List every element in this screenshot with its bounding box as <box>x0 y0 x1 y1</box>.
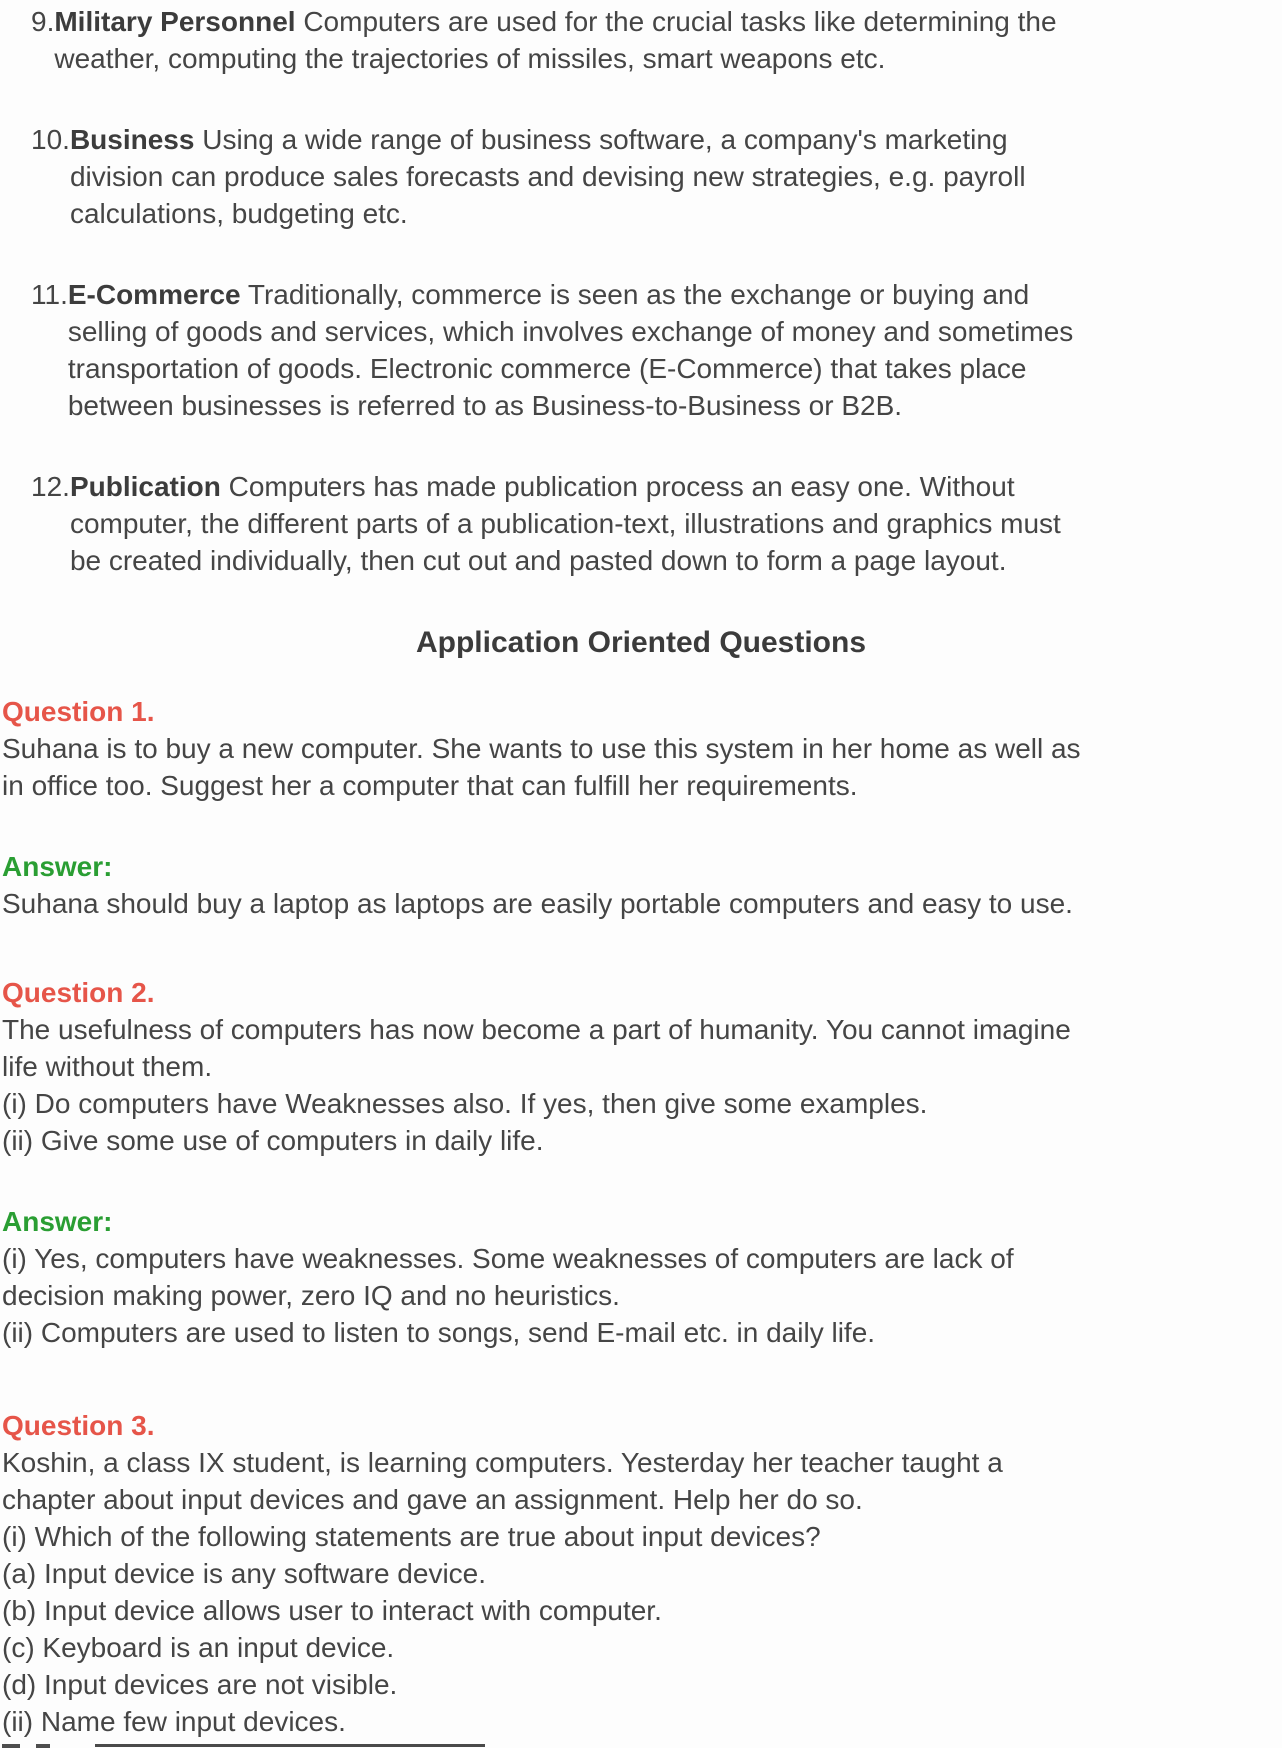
list-item <box>0 276 1282 424</box>
list-item-line <box>68 276 1222 313</box>
list-item-term: Military Personnel <box>54 6 296 37</box>
answer-2-label: Answer: <box>2 1206 113 1237</box>
list-item-text: Computers has made publication process an easy one. Without <box>228 471 1015 502</box>
applications-list <box>0 0 1282 579</box>
list-item <box>0 121 1282 232</box>
list-item-number: 12. <box>31 471 70 502</box>
list-item-line: between businesses is referred to as Business-to-Business or B2B. <box>67 390 903 421</box>
list-item <box>0 468 1282 579</box>
clipped-next-line-fragment <box>95 1744 485 1747</box>
list-item-term: Publication <box>69 471 221 502</box>
list-item-line: selling of goods and services, which involves exchange of money and sometimes <box>67 316 1074 347</box>
question-3-text-line: Koshin, a class IX student, is learning computers. Yesterday her teacher taught a <box>2 1447 1003 1478</box>
list-item-body <box>68 276 1282 424</box>
list-item-body <box>70 121 1282 232</box>
answer-2-text-line: (ii) Computers are used to listen to songs, send E-mail etc. in daily life. <box>2 1317 876 1348</box>
question-3-label: Question 3. <box>2 1410 155 1441</box>
question-2-text-line: life without them. <box>2 1051 213 1082</box>
list-item-number: 11. <box>31 279 68 310</box>
answer-1-label: Answer: <box>2 851 113 882</box>
question-3-text-line: (i) Which of the following statements are true about input devices? <box>2 1521 821 1552</box>
list-item-number: 10. <box>31 124 70 155</box>
answer-2-text-line: (i) Yes, computers have weaknesses. Some weaknesses of computers are lack of <box>2 1243 1014 1274</box>
question-2-text-line: (i) Do computers have Weaknesses also. If yes, then give some examples. <box>2 1088 928 1119</box>
list-item-body <box>70 468 1282 579</box>
question-2-label: Question 2. <box>2 977 155 1008</box>
question-1-text-line: in office too. Suggest her a computer that can fulfill her requirements. <box>2 770 858 801</box>
list-item-line <box>70 121 1222 158</box>
list-item-body <box>54 3 1282 77</box>
question-3-option-line: (a) Input device is any software device. <box>2 1558 487 1589</box>
list-item-line: calculations, budgeting etc. <box>69 198 408 229</box>
question-2-text-line: The usefulness of computers has now become a part of humanity. You cannot imagine <box>2 1014 1071 1045</box>
qa-section <box>0 693 1282 1740</box>
list-item-text: Traditionally, commerce is seen as the exchange or buying and <box>247 279 1030 310</box>
question-3-text-line: chapter about input devices and gave an assignment. Help her do so. <box>2 1484 863 1515</box>
list-item-number: 9. <box>31 6 55 37</box>
list-item-line <box>54 3 1222 40</box>
list-item-term: Business <box>69 124 195 155</box>
question-3-text-line: (ii) Name few input devices. <box>2 1706 346 1737</box>
answer-1-text-line: Suhana should buy a laptop as laptops are easily portable computers and easy to use. <box>2 888 1073 919</box>
question-1-text-line: Suhana is to buy a new computer. She wants to use this system in her home as well as <box>2 733 1081 764</box>
list-item <box>0 3 1282 77</box>
section-heading: Application Oriented Questions <box>415 626 867 659</box>
question-3-option-line: (b) Input device allows user to interact with computer. <box>2 1595 662 1626</box>
answer-2-text-line: decision making power, zero IQ and no heuristics. <box>2 1280 620 1311</box>
question-1-label: Question 1. <box>2 696 155 727</box>
list-item-line: be created individually, then cut out and pasted down to form a page layout. <box>69 545 1007 576</box>
list-item-line: division can produce sales forecasts and devising new strategies, e.g. payroll <box>69 161 1026 192</box>
clipped-next-line-fragment <box>2 1744 20 1748</box>
list-item-line: weather, computing the trajectories of missiles, smart weapons etc. <box>54 43 886 74</box>
list-item-text: Using a wide range of business software, a company's marketing <box>202 124 1008 155</box>
list-item-line <box>70 468 1222 505</box>
question-3-option-line: (d) Input devices are not visible. <box>2 1669 398 1700</box>
list-item-term: E-Commerce <box>67 279 241 310</box>
question-3-option-line: (c) Keyboard is an input device. <box>2 1632 395 1663</box>
list-item-line: computer, the different parts of a publication-text, illustrations and graphics must <box>69 508 1061 539</box>
list-item-line: transportation of goods. Electronic commerce (E-Commerce) that takes place <box>67 353 1027 384</box>
list-item-text: Computers are used for the crucial tasks like determining the <box>303 6 1057 37</box>
clipped-next-line-fragment <box>36 1744 50 1748</box>
question-2-text-line: (ii) Give some use of computers in daily life. <box>2 1125 544 1156</box>
